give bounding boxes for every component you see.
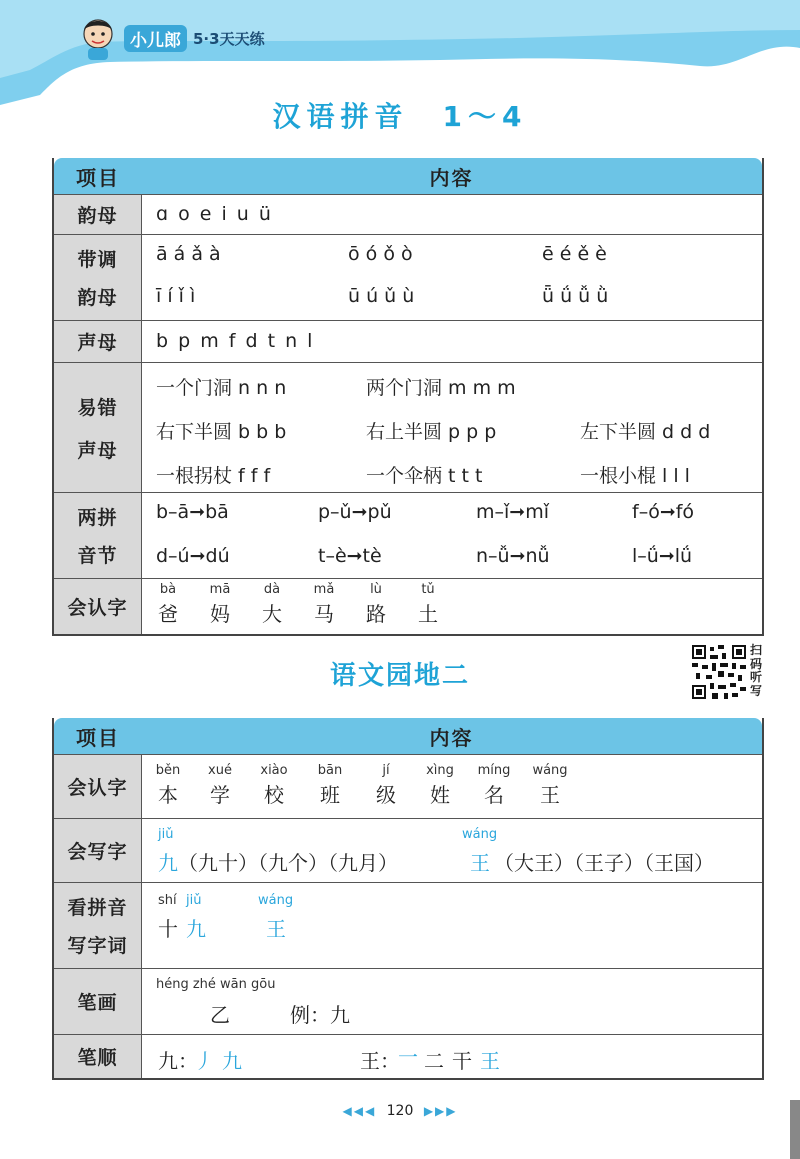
stroke-step: 九 xyxy=(222,1049,242,1073)
write-char-wang: 王 xyxy=(470,851,490,875)
page-number: 120 xyxy=(386,1103,414,1119)
row-content xyxy=(142,321,762,362)
row-label: 易错 声母 xyxy=(54,363,142,492)
row-label: 韵母 xyxy=(54,195,142,234)
char-pair: mǎ 马 xyxy=(313,582,335,626)
pinyin-table xyxy=(52,158,764,636)
tone-e: ē é ě è xyxy=(542,243,607,265)
shengmu-list: b p m f d t n l xyxy=(156,330,313,352)
row-label: 会认字 xyxy=(54,755,142,818)
pinyin-shi: shí xyxy=(158,893,177,908)
row-label: 会认字 xyxy=(54,579,142,634)
row-renzi-2 xyxy=(54,754,762,818)
answer-shi: 十 xyxy=(158,917,178,941)
row-label: 两拼 音节 xyxy=(54,493,142,578)
row-content xyxy=(142,363,762,492)
qr-label: 扫码听写 xyxy=(750,643,763,698)
header-content: 内容 xyxy=(141,158,762,194)
yicuo-n: 一个门洞 n n n xyxy=(156,377,287,399)
brand-area xyxy=(78,14,265,62)
row-tone xyxy=(54,234,762,320)
stroke-step: 一 xyxy=(398,1045,418,1069)
answer-jiu: 九 xyxy=(186,917,206,941)
row-label: 会写字 xyxy=(54,819,142,882)
yuwen-table xyxy=(52,718,764,1080)
pinyin-wang: wáng xyxy=(462,827,498,842)
yicuo-f: 一根拐杖 f f f xyxy=(156,465,271,487)
char-pair: dà 大 xyxy=(262,582,282,626)
row-content xyxy=(142,969,762,1034)
pinyin-jiu-2: jiǔ xyxy=(186,893,202,908)
yicuo-m: 两个门洞 m m m xyxy=(366,377,516,399)
row-label: 看拼音 写字词 xyxy=(54,883,142,968)
row-liangpin xyxy=(54,492,762,578)
char-pair: wáng 王 xyxy=(532,763,568,807)
yicuo-d: 左下半圆 d d d xyxy=(580,421,711,443)
row-content xyxy=(142,819,762,882)
char-pair: mā 妈 xyxy=(209,582,231,626)
tone-a: ā á ǎ à xyxy=(156,243,221,265)
prev-arrows-icon: ◀◀◀ xyxy=(342,1104,377,1118)
words-wang: （大王）（王子）（王国） xyxy=(494,851,714,875)
syllable-mi: m–ǐ➞mǐ xyxy=(476,501,549,523)
brand-name: 小儿郎 xyxy=(124,25,187,52)
char-pair: xué 学 xyxy=(208,763,232,807)
row-kanpin xyxy=(54,882,762,968)
tone-u: ū ú ǔ ù xyxy=(348,285,415,307)
char-pair: bà 爸 xyxy=(158,582,178,626)
words-jiu: （九十）（九个）（九月） xyxy=(178,851,398,875)
tone-o: ō ó ǒ ò xyxy=(348,243,413,265)
yicuo-b: 右下半圆 b b b xyxy=(156,421,287,443)
row-content xyxy=(142,493,762,578)
char-pair: jí 级 xyxy=(376,763,396,807)
qr-code-icon[interactable] xyxy=(692,645,746,699)
syllable-te: t–è➞tè xyxy=(318,545,382,567)
char-pair: lù 路 xyxy=(366,582,386,626)
syllable-fo: f–ó➞fó xyxy=(632,501,695,523)
tone-v: ǖ ǘ ǚ ǜ xyxy=(542,285,609,307)
row-xiezi xyxy=(54,818,762,882)
char-pair: bān 班 xyxy=(317,763,343,807)
char-pair: běn 本 xyxy=(155,763,181,807)
pinyin-jiu: jiǔ xyxy=(158,827,174,842)
char-pair: xìng 姓 xyxy=(426,763,454,807)
row-renzi xyxy=(54,578,762,634)
row-label: 声母 xyxy=(54,321,142,362)
page-edge-bar xyxy=(790,1100,800,1159)
page-footer xyxy=(0,1103,800,1119)
section-title-yuwen: 语文园地二 xyxy=(329,661,470,691)
stroke-step: 二 xyxy=(424,1049,444,1073)
stroke-step: 王 xyxy=(480,1049,500,1073)
write-char-jiu: 九 xyxy=(158,851,178,875)
pinyin-wang-2: wáng xyxy=(258,893,294,908)
row-bishun xyxy=(54,1034,762,1078)
stroke-example: 例：九 xyxy=(290,1003,350,1027)
char-pair: míng 名 xyxy=(477,763,511,807)
row-yunmu xyxy=(54,194,762,234)
next-arrows-icon: ▶▶▶ xyxy=(423,1104,458,1118)
stroke-step: 丿 xyxy=(194,1049,214,1073)
stroke-shape: 乙 xyxy=(210,1003,230,1027)
row-label: 笔顺 xyxy=(54,1035,142,1078)
yicuo-t: 一个伞柄 t t t xyxy=(366,465,483,487)
char-pair: xiào 校 xyxy=(260,763,288,807)
series-name: 5·3天天练 xyxy=(193,29,265,48)
pinyin-stroke: héng zhé wān gōu xyxy=(156,977,276,992)
row-content xyxy=(142,235,762,320)
stroke-step: 干 xyxy=(452,1049,472,1073)
syllable-ba: b–ā➞bā xyxy=(156,501,229,523)
row-shengmu xyxy=(54,320,762,362)
header-content: 内容 xyxy=(141,718,762,754)
table-header xyxy=(54,158,762,194)
row-content xyxy=(142,579,762,634)
table-header xyxy=(54,718,762,754)
section-title-pinyin: 汉语拼音 1～4 xyxy=(272,100,528,133)
stroke-order-wang-label: 王： xyxy=(360,1049,400,1073)
stroke-order-jiu-label: 九： xyxy=(158,1049,198,1073)
yunmu-list: ɑ o e i u ü xyxy=(156,203,271,225)
row-label: 带调 韵母 xyxy=(54,235,142,320)
yicuo-p: 右上半圆 p p p xyxy=(366,421,497,443)
answer-wang: 王 xyxy=(266,917,286,941)
header-item: 项目 xyxy=(54,158,142,194)
header-item: 项目 xyxy=(54,718,142,754)
syllable-du: d–ú➞dú xyxy=(156,545,230,567)
row-content xyxy=(142,1035,762,1078)
row-label: 笔画 xyxy=(54,969,142,1034)
row-yicuo xyxy=(54,362,762,492)
syllable-lv: l–ǘ➞lǘ xyxy=(632,545,693,567)
row-content xyxy=(142,883,762,968)
syllable-nv: n–ǚ➞nǚ xyxy=(476,545,550,567)
char-pair: tǔ 土 xyxy=(418,582,438,626)
row-content xyxy=(142,755,762,818)
yicuo-l: 一根小棍 l l l xyxy=(580,465,690,487)
row-bihua xyxy=(54,968,762,1034)
mascot-icon xyxy=(78,14,118,62)
syllable-pu: p–ǔ➞pǔ xyxy=(318,501,392,523)
row-content xyxy=(142,195,762,234)
tone-i: ī í ǐ ì xyxy=(156,285,196,307)
